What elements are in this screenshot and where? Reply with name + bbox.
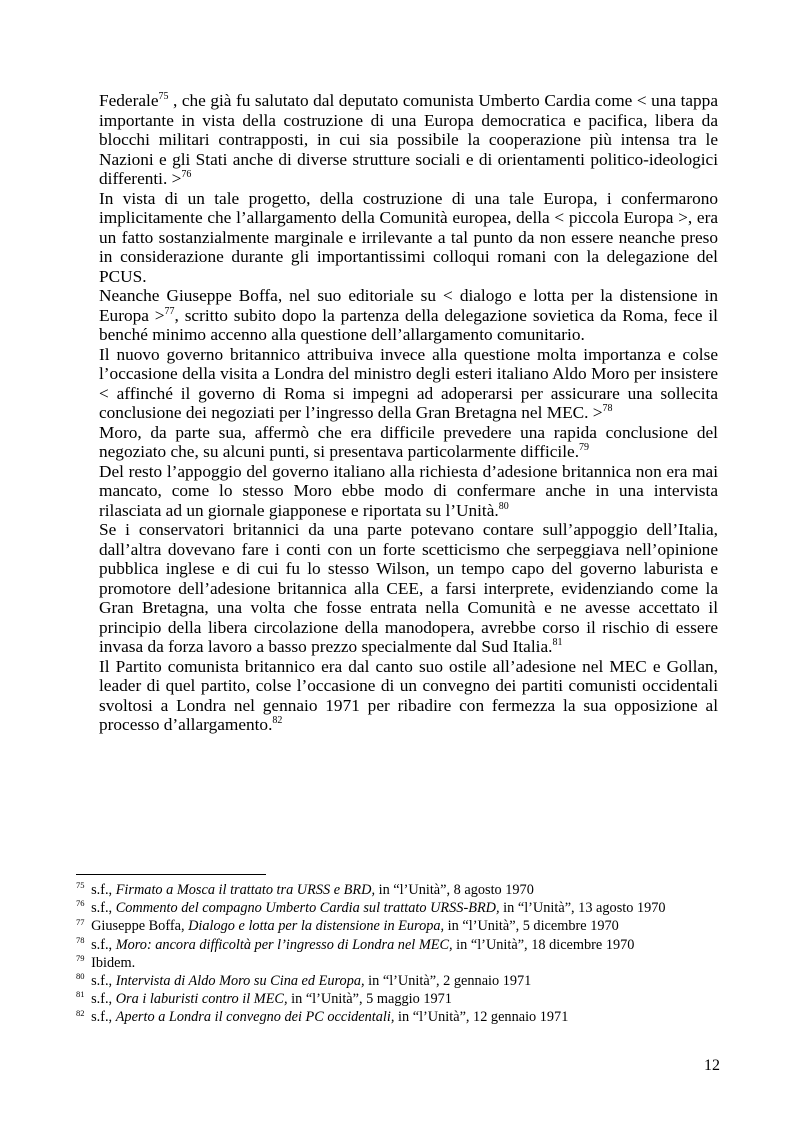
footnotes [76, 881, 718, 1027]
page-number: 12 [704, 1057, 720, 1074]
footnote-source: in “l’Unità”, 5 maggio 1971 [287, 991, 452, 1008]
footnote-title: Moro: ancora difficoltà per l’ingresso di Londra nel MEC, [115, 936, 453, 953]
footnote-77 [76, 917, 718, 935]
text-run: Moro, da parte sua, affermò che era difficile prevedere una rapida conclusione del negoziato che, su alcuni punti, si presentava particolarmente difficile. [99, 422, 718, 461]
footnote-78 [76, 936, 718, 954]
footnote-source: in “l’Unità”, 18 dicembre 1970 [452, 936, 635, 953]
footnote-author: s.f., [87, 991, 116, 1008]
text-run: , scritto subito dopo la partenza della delegazione sovietica da Roma, fece il benché minimo accenno alla questione dell’allargamento comunitario. [99, 305, 718, 344]
footnote-75 [76, 881, 718, 899]
footnote-source: in “l’Unità”, 8 agosto 1970 [375, 882, 534, 898]
footnote-ref-81: 81 [552, 637, 563, 649]
footnote-number: 77 [76, 916, 85, 927]
footnote-ref-75: 75 [158, 91, 169, 103]
footnote-81 [76, 990, 718, 1008]
paragraph [99, 286, 718, 345]
paragraph [99, 423, 718, 462]
text-run: Il Partito comunista britannico era dal canto suo ostile all’adesione nel MEC e Gollan, leader di quel partito, colse l’occasione di un convegno dei partiti comunisti occidentali svoltosi a Londra nel gennaio 1971 per ribadire con fermezza la sua opposizione al processo d’allargamento. [99, 656, 718, 734]
paragraph [99, 91, 718, 189]
footnote-number: 78 [76, 934, 85, 945]
text-run: Del resto l’appoggio del governo italiano alla richiesta d’adesione britannica non era mai mancato, come lo stesso Moro ebbe modo di confermare anche in una intervista rilasciata ad un giornale giapponese e riportata su l’Unità. [99, 461, 718, 520]
footnote-title: Dialogo e lotta per la distensione in Europa, [188, 918, 445, 935]
paragraph [99, 189, 718, 287]
footnote-ref-76: 76 [181, 169, 192, 181]
text-run: Federale [99, 91, 159, 110]
paragraph [99, 462, 718, 521]
footnote-number: 80 [76, 971, 85, 982]
footnote-author: s.f., [87, 973, 116, 990]
footnote-number: 81 [76, 989, 85, 1000]
footnote-author: Ibidem. [87, 954, 136, 971]
footnote-ref-79: 79 [579, 442, 590, 454]
footnote-ref-80: 80 [498, 500, 509, 512]
footnote-title: Firmato a Mosca il trattato tra URSS e BRD, [115, 882, 376, 898]
footnote-author: Giuseppe Boffa, [87, 918, 189, 935]
footnote-title: Ora i laburisti contro il MEC, [115, 991, 288, 1008]
footnote-author: s.f., [87, 900, 116, 917]
footnote-separator [76, 874, 266, 875]
text-run: In vista di un tale progetto, della costruzione di una tale Europa, i confermarono implicitamente che l’allargamento della Comunità europea, della < piccola Europa >, era un fatto sostanzialmente marginale e irrilevante a tal punto da non essere neanche preso in considerazione durante gli importantissimi colloqui romani con la delegazione del PCUS. [99, 188, 718, 286]
footnote-author: s.f., [87, 1009, 116, 1026]
footnote-title: Aperto a Londra il convegno dei PC occidentali, [115, 1009, 395, 1026]
footnote-82 [76, 1008, 718, 1026]
body-text [99, 91, 718, 735]
footnote-number: 82 [76, 1007, 85, 1018]
footnote-author: s.f., [87, 936, 116, 953]
footnote-number: 79 [76, 953, 85, 964]
footnote-number: 76 [76, 898, 85, 909]
paragraph [99, 345, 718, 423]
footnote-title: Commento del compagno Umberto Cardia sul trattato URSS-BRD, [115, 900, 500, 917]
paragraph [99, 657, 718, 735]
text-run: , che già fu salutato dal deputato comunista Umberto Cardia come < una tappa importante in vista della costruzione di una Europa democratica e pacifica, libera da blocchi militari contrapposti, in cui sia possibile la cooperazione più intensa tra le Nazioni e gli Stati anche di diverse strutture sociali e di orientamenti politico-ideologici differenti. > [99, 91, 718, 188]
footnote-79 [76, 954, 718, 972]
paragraph [99, 520, 718, 657]
footnote-ref-78: 78 [602, 403, 613, 415]
footnote-source: in “l’Unità”, 2 gennaio 1971 [364, 973, 532, 990]
footnote-ref-77: 77 [164, 305, 175, 317]
text-run: Se i conservatori britannici da una parte potevano contare sull’appoggio dell’Italia, dall’altra dovevano fare i conti con un forte scetticismo che serpeggiava nell’opinione pubblica inglese e di cui fu lo stesso Wilson, un tempo capo del governo laburista e promotore dell’adesione britannica alla CEE, a farsi interprete, evidenziando come la Gran Bretagna, una volta che fosse entrata nella Comunità e ne avesse accettato il principio della libera circolazione della manodopera, avrebbe corso il rischio di essere invasa da forza lavoro a basso prezzo specialmente dal Sud Italia. [99, 520, 718, 656]
footnote-title: Intervista di Aldo Moro su Cina ed Europa, [115, 973, 365, 990]
footnote-80 [76, 972, 718, 990]
footnote-source: in “l’Unità”, 5 dicembre 1970 [444, 918, 619, 935]
footnote-source: in “l’Unità”, 12 gennaio 1971 [394, 1009, 569, 1026]
text-run: Neanche Giuseppe Boffa, nel suo editoriale su < dialogo e lotta per la distensione in Europa > [99, 286, 718, 325]
footnote-76 [76, 899, 718, 917]
footnote-ref-82: 82 [272, 715, 283, 727]
text-run: Il nuovo governo britannico attribuiva invece alla questione molta importanza e colse l’occasione della visita a Londra del ministro degli esteri italiano Aldo Moro per insistere < affinché il governo di Roma si impegni ad adoperarsi per assicurare una sollecita conclusione dei negoziati per l’ingresso della Gran Bretagna nel MEC. > [99, 344, 718, 422]
footnote-number: 75 [76, 880, 85, 891]
footnote-source: in “l’Unità”, 13 agosto 1970 [499, 900, 666, 917]
footnote-author: s.f., [87, 882, 116, 898]
